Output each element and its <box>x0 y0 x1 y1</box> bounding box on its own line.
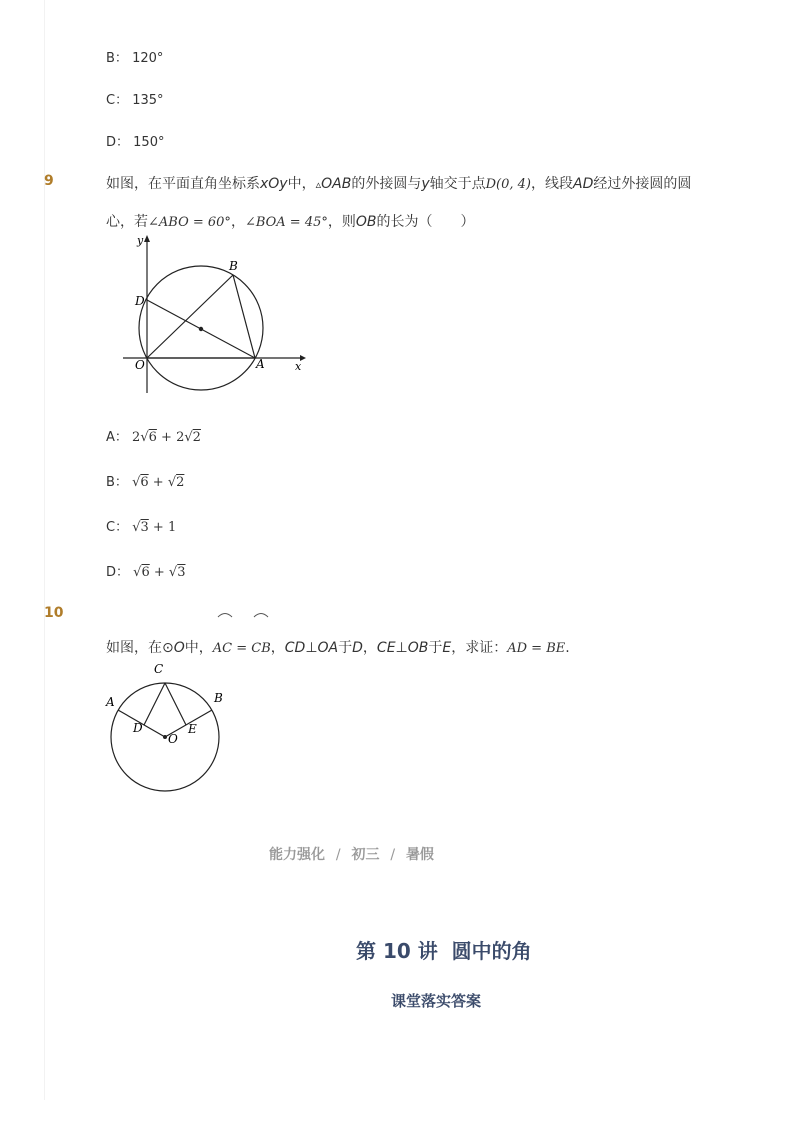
q10-figure <box>100 658 235 798</box>
segment-ab <box>233 275 255 358</box>
q8-option-b[interactable] <box>106 47 163 66</box>
text: ， <box>230 214 245 230</box>
math-var: AD <box>573 176 594 192</box>
triangle-symbol: ▵ <box>315 178 322 191</box>
text: 心，若 <box>106 214 148 230</box>
q10-stem <box>106 637 570 657</box>
footer-part-3: 暑假 <box>405 847 434 863</box>
page-footer <box>269 844 434 864</box>
text: 中， <box>184 640 213 656</box>
radicand: 2 <box>192 430 201 445</box>
q9-stem-line1 <box>106 173 691 193</box>
option-label: B： <box>106 51 128 66</box>
math-angle: ∠BOA = 45° <box>244 215 328 230</box>
math-var: D <box>352 640 363 656</box>
math-var: y <box>421 176 430 192</box>
y-axis-arrow <box>144 235 150 242</box>
text: ，则 <box>327 214 356 230</box>
segment-ce <box>165 683 186 725</box>
text: 中， <box>287 176 316 192</box>
segment-ob <box>147 275 233 358</box>
footer-part-2: 初三 <box>351 847 380 863</box>
footer-separator: / <box>390 847 396 863</box>
arc-mark-ac <box>218 614 232 618</box>
footer-separator: / <box>335 847 341 863</box>
q9-figure <box>115 228 315 403</box>
text: 于 <box>338 640 353 656</box>
label-c: C <box>154 662 164 676</box>
label-x: x <box>295 360 302 373</box>
text: 的外接圆与 <box>351 176 422 192</box>
question-number-10: 10 <box>44 605 64 621</box>
operator: + 1 <box>148 520 177 535</box>
radicand: 6 <box>141 565 150 580</box>
math-var: CD <box>284 640 306 656</box>
label-e: E <box>188 722 197 736</box>
label-d: D <box>135 294 145 308</box>
option-label: B： <box>106 475 128 490</box>
math-var: OB <box>355 214 377 230</box>
option-label: A： <box>106 430 128 445</box>
option-expression: 2√6 + 2√2 <box>132 430 201 445</box>
text: 经过外接圆的圆 <box>593 176 692 192</box>
text: ， <box>270 640 285 656</box>
label-d: D <box>133 721 143 735</box>
q8-option-d[interactable] <box>106 131 164 150</box>
option-value: 120° <box>132 51 164 66</box>
option-expression: √6 + √3 <box>133 565 186 580</box>
math-var: O <box>173 640 185 656</box>
lecture-title: 第 10 讲 圆中的角 <box>356 939 532 963</box>
q8-option-c[interactable] <box>106 89 164 108</box>
perp-symbol: ⊥ <box>305 640 318 656</box>
option-expression: √6 + √2 <box>132 475 185 490</box>
text: ，求证： <box>451 640 508 656</box>
text: 的长为（ ） <box>376 214 475 230</box>
operator: + <box>148 475 168 490</box>
footer-part-1: 能力强化 <box>269 847 325 863</box>
option-label: D： <box>106 135 130 150</box>
page-margin-line <box>44 0 45 1100</box>
radicand: 6 <box>140 475 149 490</box>
math-var: CE <box>376 640 396 656</box>
coef: 2 <box>176 430 185 445</box>
math-var: xOy <box>260 176 288 192</box>
arc-mark-cb <box>254 614 268 618</box>
label-b: B <box>229 259 238 273</box>
section-subtitle: 课堂落实答案 <box>391 992 482 1010</box>
math-angle: ∠ABO = 60° <box>148 215 231 230</box>
center-o <box>163 735 167 739</box>
option-expression: √3 + 1 <box>132 520 177 535</box>
option-label: C： <box>106 520 129 535</box>
math-point: D(0, 4) <box>485 177 531 192</box>
text: 如图，在平面直角坐标系 <box>106 176 260 192</box>
label-o: O <box>135 358 145 372</box>
option-label: C： <box>106 93 129 108</box>
math-equation: AC = CB <box>212 641 271 656</box>
option-label: D： <box>106 565 130 580</box>
text: . <box>565 640 570 656</box>
label-a: A <box>106 695 115 709</box>
radicand: 3 <box>177 565 186 580</box>
circle-center <box>199 327 203 331</box>
text: ，线段 <box>531 176 573 192</box>
radicand: 3 <box>140 520 149 535</box>
operator: + <box>149 565 169 580</box>
q9-option-c[interactable] <box>106 516 176 535</box>
label-o: O <box>168 732 178 746</box>
option-value: 150° <box>133 135 165 150</box>
radicand: 2 <box>176 475 185 490</box>
radicand: 6 <box>148 430 157 445</box>
question-number-9: 9 <box>44 173 54 189</box>
label-y: y <box>137 234 144 247</box>
math-var: OAB <box>321 176 352 192</box>
math-var: E <box>442 640 452 656</box>
arc-marks <box>214 607 274 619</box>
q9-option-d[interactable] <box>106 561 185 580</box>
text: 于 <box>428 640 443 656</box>
segment-cd <box>144 683 165 725</box>
coef: 2 <box>132 430 141 445</box>
label-a: A <box>256 357 265 371</box>
q9-option-b[interactable] <box>106 471 184 490</box>
math-equation: AD = BE <box>507 641 566 656</box>
q9-option-a[interactable] <box>106 426 201 445</box>
math-var: OB <box>407 640 429 656</box>
text: 轴交于点 <box>429 176 486 192</box>
math-var: OA <box>317 640 339 656</box>
text: 如图，在⊙ <box>106 640 174 656</box>
option-value: 135° <box>132 93 164 108</box>
text: ， <box>362 640 377 656</box>
operator: + <box>156 430 177 445</box>
perp-symbol: ⊥ <box>395 640 408 656</box>
label-b: B <box>214 691 223 705</box>
